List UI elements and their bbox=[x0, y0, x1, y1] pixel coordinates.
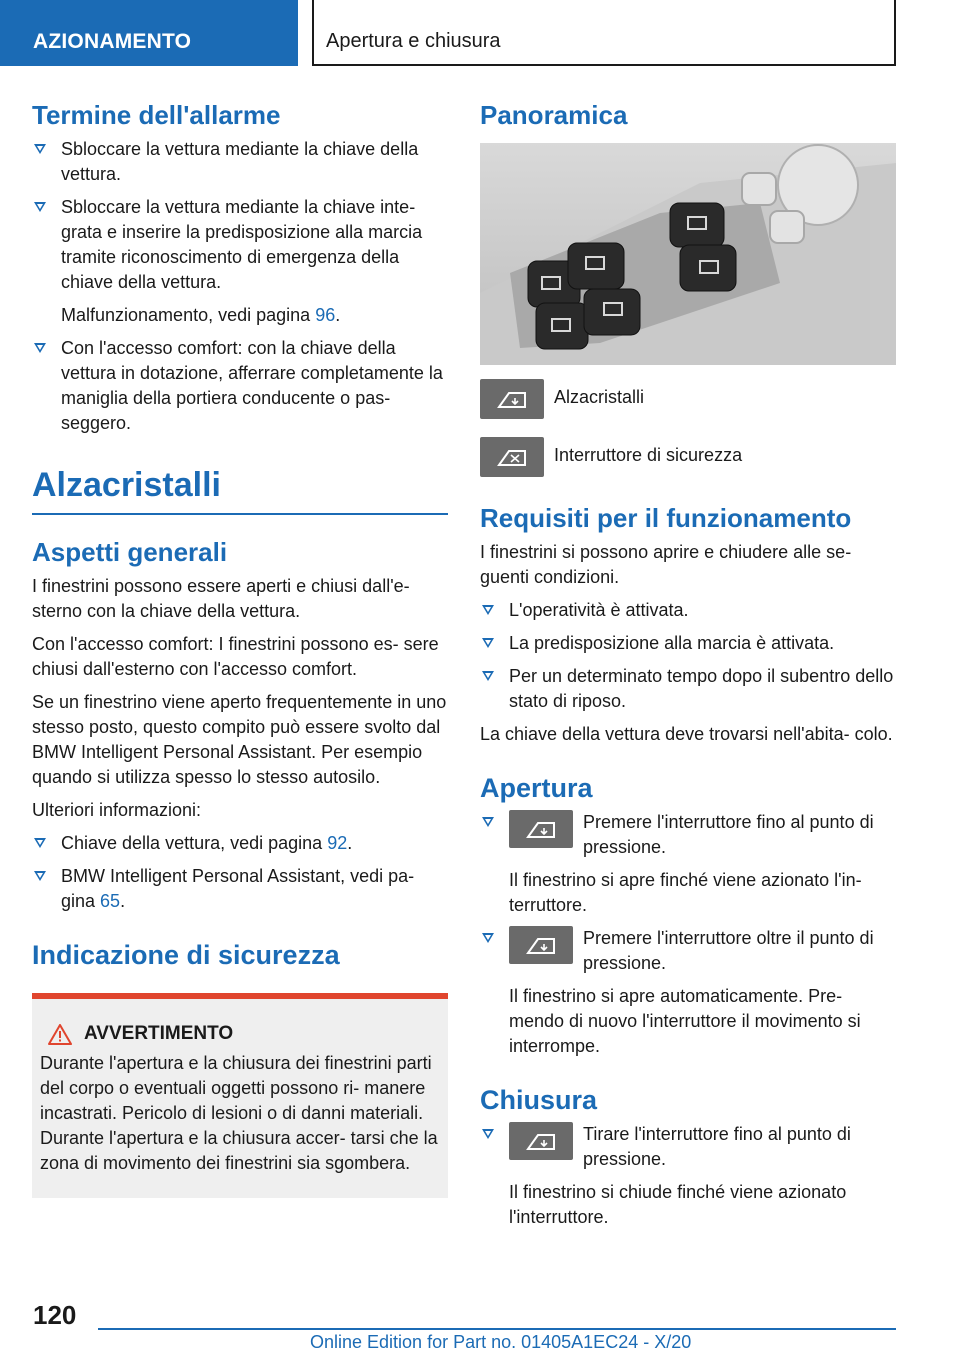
edition-info: Online Edition for Part no. 01405A1EC24 - X/20 bbox=[310, 1332, 692, 1352]
warning-triangle-icon bbox=[48, 1024, 72, 1045]
reference-list bbox=[32, 831, 448, 914]
window-lifter-icon bbox=[480, 379, 544, 419]
list-item: BMW Intelligent Personal Assistant, vedi pa- gina 65. bbox=[32, 864, 448, 914]
triangle-bullet-icon bbox=[482, 933, 494, 943]
list-item: Chiave della vettura, vedi pagina 92. bbox=[32, 831, 448, 856]
list-item: Premere l'interruttore fino al punto di pressione. Il finestrino si apre finché viene azionato l'in- terruttore. bbox=[480, 810, 896, 918]
triangle-bullet-icon bbox=[482, 638, 494, 648]
page-link-65[interactable]: 65 bbox=[100, 891, 121, 911]
window-lifter-label: Alzacristalli bbox=[554, 387, 645, 407]
triangle-bullet-icon bbox=[34, 202, 46, 212]
paragraph: I finestrini si possono aprire e chiudere alle se- guenti condizioni. bbox=[480, 542, 852, 587]
heading-aspetti-generali: Aspetti generali bbox=[32, 537, 228, 567]
chiusura-steps bbox=[480, 1122, 896, 1230]
list-item: Premere l'interruttore oltre il punto di pressione. Il finestrino si apre automaticamente. Pre- mendo di nuovo l'interruttore il movimento si interrompe. bbox=[480, 926, 896, 1059]
heading-requisiti: Requisiti per il funzionamento bbox=[480, 503, 852, 533]
triangle-bullet-icon bbox=[482, 671, 494, 681]
heading-chiusura: Chiusura bbox=[480, 1085, 598, 1115]
heading-indicazione-sicurezza: Indicazione di sicurezza bbox=[32, 940, 340, 970]
window-lifter-icon bbox=[509, 810, 573, 848]
chapter-title-tab: Apertura e chiusura bbox=[312, 0, 896, 66]
symbol-row-safety-switch bbox=[480, 437, 896, 477]
window-switch-photo bbox=[480, 143, 896, 365]
heading-termine-allarme: Termine dell'allarme bbox=[32, 100, 281, 130]
page-link-92[interactable]: 92 bbox=[327, 833, 348, 853]
chapter-heading-alzacristalli: Alzacristalli bbox=[32, 466, 448, 515]
paragraph: Se un finestrino viene aperto frequentemente in uno stesso posto, questo compito può essere svolto dal BMW Intelligent Personal Assistant. Per esempio quando si utilizza spesso lo stesso autosilo. bbox=[32, 692, 447, 787]
warning-text: Durante l'apertura e la chiusura dei finestrini parti del corpo o eventuali oggetti possono ri- manere incastrati. Pericolo di lesioni o di danni materiali. Durante l'apertura e la chiusura accer- tarsi che la zona di movimento dei finestrini sia sgombera. bbox=[40, 1053, 438, 1173]
list-item: Sbloccare la vettura mediante la chiave inte- grata e inserire la predisposizione alla marcia tramite riconoscimento di emergenza della chiave della vettura. Malfunzionamento, vedi pagina 96. bbox=[32, 195, 448, 328]
apertura-steps bbox=[480, 810, 896, 1059]
termine-list bbox=[32, 137, 448, 436]
list-item: Con l'accesso comfort: con la chiave della vettura in dotazione, afferrare completamente la maniglia della portiera conducente o pas- seggero. bbox=[32, 336, 448, 436]
paragraph: Con l'accesso comfort: I finestrini possono es- sere chiusi dall'esterno con l'accesso comfort. bbox=[32, 634, 439, 679]
triangle-bullet-icon bbox=[482, 605, 494, 615]
safety-switch-label: Interruttore di sicurezza bbox=[554, 445, 743, 465]
page-header bbox=[0, 0, 960, 66]
list-item: Tirare l'interruttore fino al punto di pressione. Il finestrino si chiude finché viene azionato l'interruttore. bbox=[480, 1122, 896, 1230]
requisiti-list bbox=[480, 598, 896, 714]
list-item: Sbloccare la vettura mediante la chiave della vettura. bbox=[32, 137, 448, 187]
footer-divider bbox=[98, 1328, 896, 1330]
list-item: Per un determinato tempo dopo il subentro dello stato di riposo. bbox=[480, 664, 896, 714]
triangle-bullet-icon bbox=[34, 343, 46, 353]
list-item: L'operatività è attivata. bbox=[480, 598, 896, 623]
heading-apertura: Apertura bbox=[480, 773, 593, 803]
paragraph: I finestrini possono essere aperti e chiusi dall'e- sterno con la chiave della vettura. bbox=[32, 576, 410, 621]
symbol-row-window-lifter bbox=[480, 379, 896, 419]
right-column bbox=[480, 100, 896, 1238]
window-switch-illustration bbox=[480, 143, 896, 365]
page-number: 120 bbox=[33, 1300, 77, 1330]
window-lifter-icon bbox=[509, 926, 573, 964]
paragraph: Ulteriori informazioni: bbox=[32, 800, 202, 820]
malfunction-reference: Malfunzionamento, vedi pagina 96. bbox=[61, 305, 341, 325]
triangle-bullet-icon bbox=[34, 871, 46, 881]
page-link-96[interactable]: 96 bbox=[315, 305, 336, 325]
safety-switch-icon bbox=[480, 437, 544, 477]
triangle-bullet-icon bbox=[34, 144, 46, 154]
warning-box bbox=[32, 993, 448, 1198]
left-column bbox=[32, 100, 448, 1198]
triangle-bullet-icon bbox=[482, 817, 494, 827]
window-lifter-icon bbox=[509, 1122, 573, 1160]
section-tab: AZIONAMENTO bbox=[0, 0, 298, 66]
heading-panoramica: Panoramica bbox=[480, 100, 628, 130]
triangle-bullet-icon bbox=[482, 1129, 494, 1139]
paragraph: La chiave della vettura deve trovarsi nell'abita- colo. bbox=[480, 724, 893, 744]
warning-title: AVVERTIMENTO bbox=[40, 1023, 440, 1045]
triangle-bullet-icon bbox=[34, 838, 46, 848]
list-item: La predisposizione alla marcia è attivata. bbox=[480, 631, 896, 656]
